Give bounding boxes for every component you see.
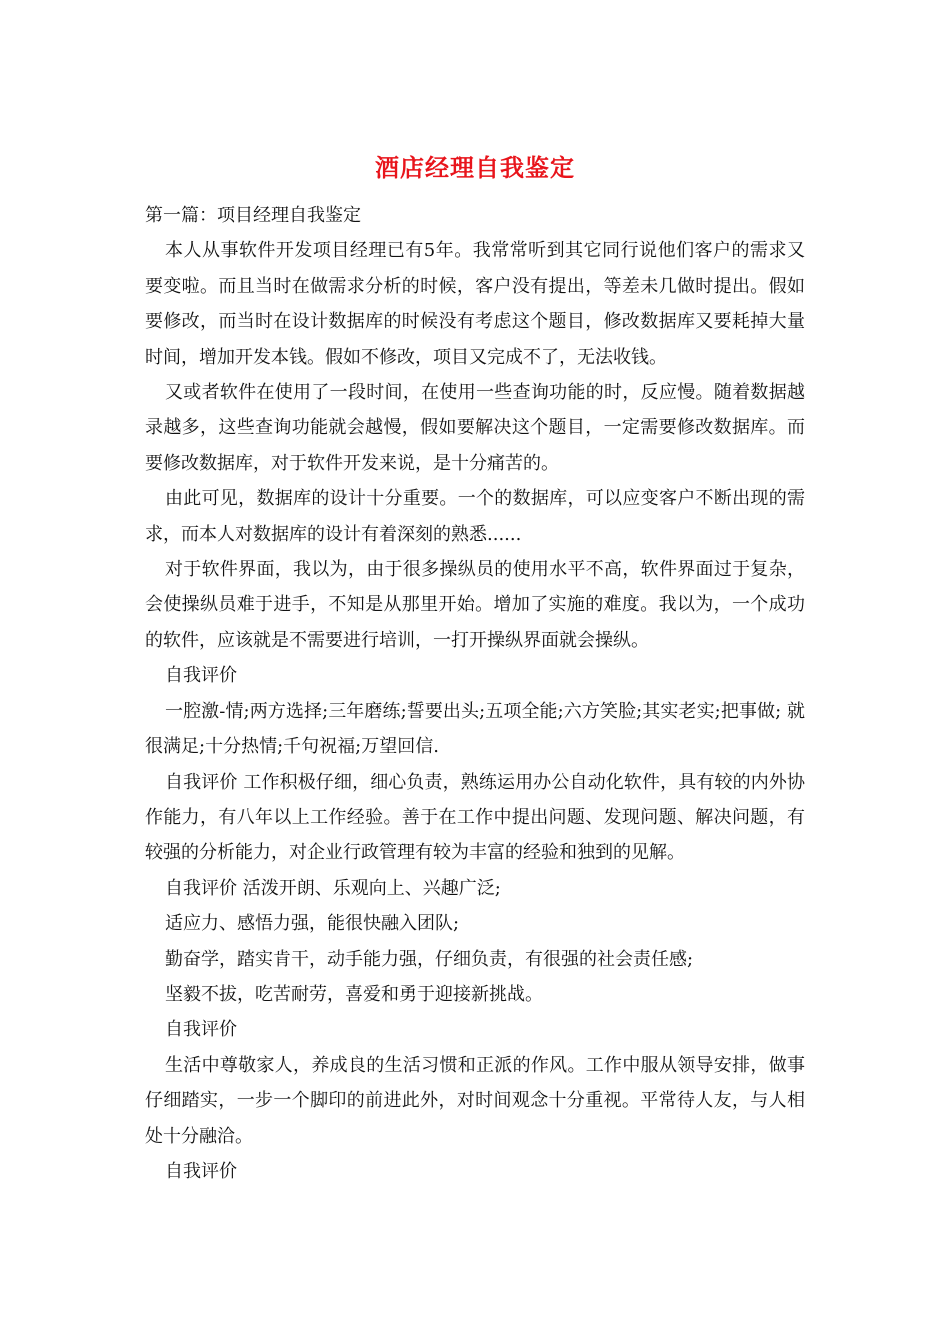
paragraph-10: 适应力、感悟力强，能很快融入团队;	[165, 913, 460, 935]
paragraph-6: 自我评价	[165, 665, 237, 687]
paragraph-13: 自我评价	[165, 1019, 237, 1041]
paragraph-2: 本人从事软件开发项目经理已有5年。我常常听到其它同行说他们客户的需求又要变啦。而且当时在做需求分析的时候，客户没有提出，等差未几做时提出。假如要修改，而当时在设计数据库的时候没有考虑这个题目，修改数据库又要耗掉大量时间，增加开发本钱。假如不修改，项目又完成不了，无法收钱。	[145, 240, 805, 368]
paragraph-7: 一腔激-情;两方选择;三年磨练;誓要出头;五项全能;六方笑脸;其实老实;把事做; 就很满足;十分热情;千句祝福;万望回信.	[145, 700, 805, 758]
paragraph-15: 自我评价	[165, 1160, 237, 1182]
paragraph-8: 自我评价 工作积极仔细，细心负责，熟练运用办公自动化软件，具有较的内外协作能力，有八年以上工作经验。善于在工作中提出问题、发现问题、解决问题，有较强的分析能力，对企业行政管理有较为丰富的经验和独到的见解。	[145, 771, 805, 864]
document-page	[145, 148, 805, 1189]
paragraph-14: 生活中尊敬家人，养成良的生活习惯和正派的作风。工作中服从领导安排，做事仔细踏实，一步一个脚印的前进此外，对时间观念十分重视。平常待人友，与人相处十分融洽。	[145, 1054, 805, 1147]
document-title: 酒店经理自我鉴定	[375, 153, 575, 182]
paragraph-1: 第一篇：项目经理自我鉴定	[145, 205, 361, 226]
paragraph-5: 对于软件界面，我以为，由于很多操纵员的使用水平不高，软件界面过于复杂，会使操纵员难于进手，不知是从那里开始。增加了实施的难度。我以为，一个成功的软件，应该就是不需要进行培训，一打开操纵界面就会操纵。	[145, 559, 805, 651]
document-body	[145, 198, 805, 1189]
paragraph-4: 由此可见，数据库的设计十分重要。一个的数据库，可以应变客户不断出现的需求，而本人对数据库的设计有着深刻的熟悉......	[145, 488, 805, 545]
paragraph-9: 自我评价 活泼开朗、乐观向上、兴趣广泛;	[165, 877, 501, 899]
paragraph-12: 坚毅不拔，吃苦耐劳，喜爱和勇于迎接新挑战。	[165, 983, 543, 1005]
paragraph-3: 又或者软件在使用了一段时间，在使用一些查询功能的时，反应慢。随着数据越录越多，这些查询功能就会越慢，假如要解决这个题目，一定需要修改数据库。而要修改数据库，对于软件开发来说，是十分痛苦的。	[145, 382, 805, 474]
paragraph-11: 勤奋学，踏实肯干，动手能力强，仔细负责，有很强的社会责任感;	[165, 948, 694, 970]
